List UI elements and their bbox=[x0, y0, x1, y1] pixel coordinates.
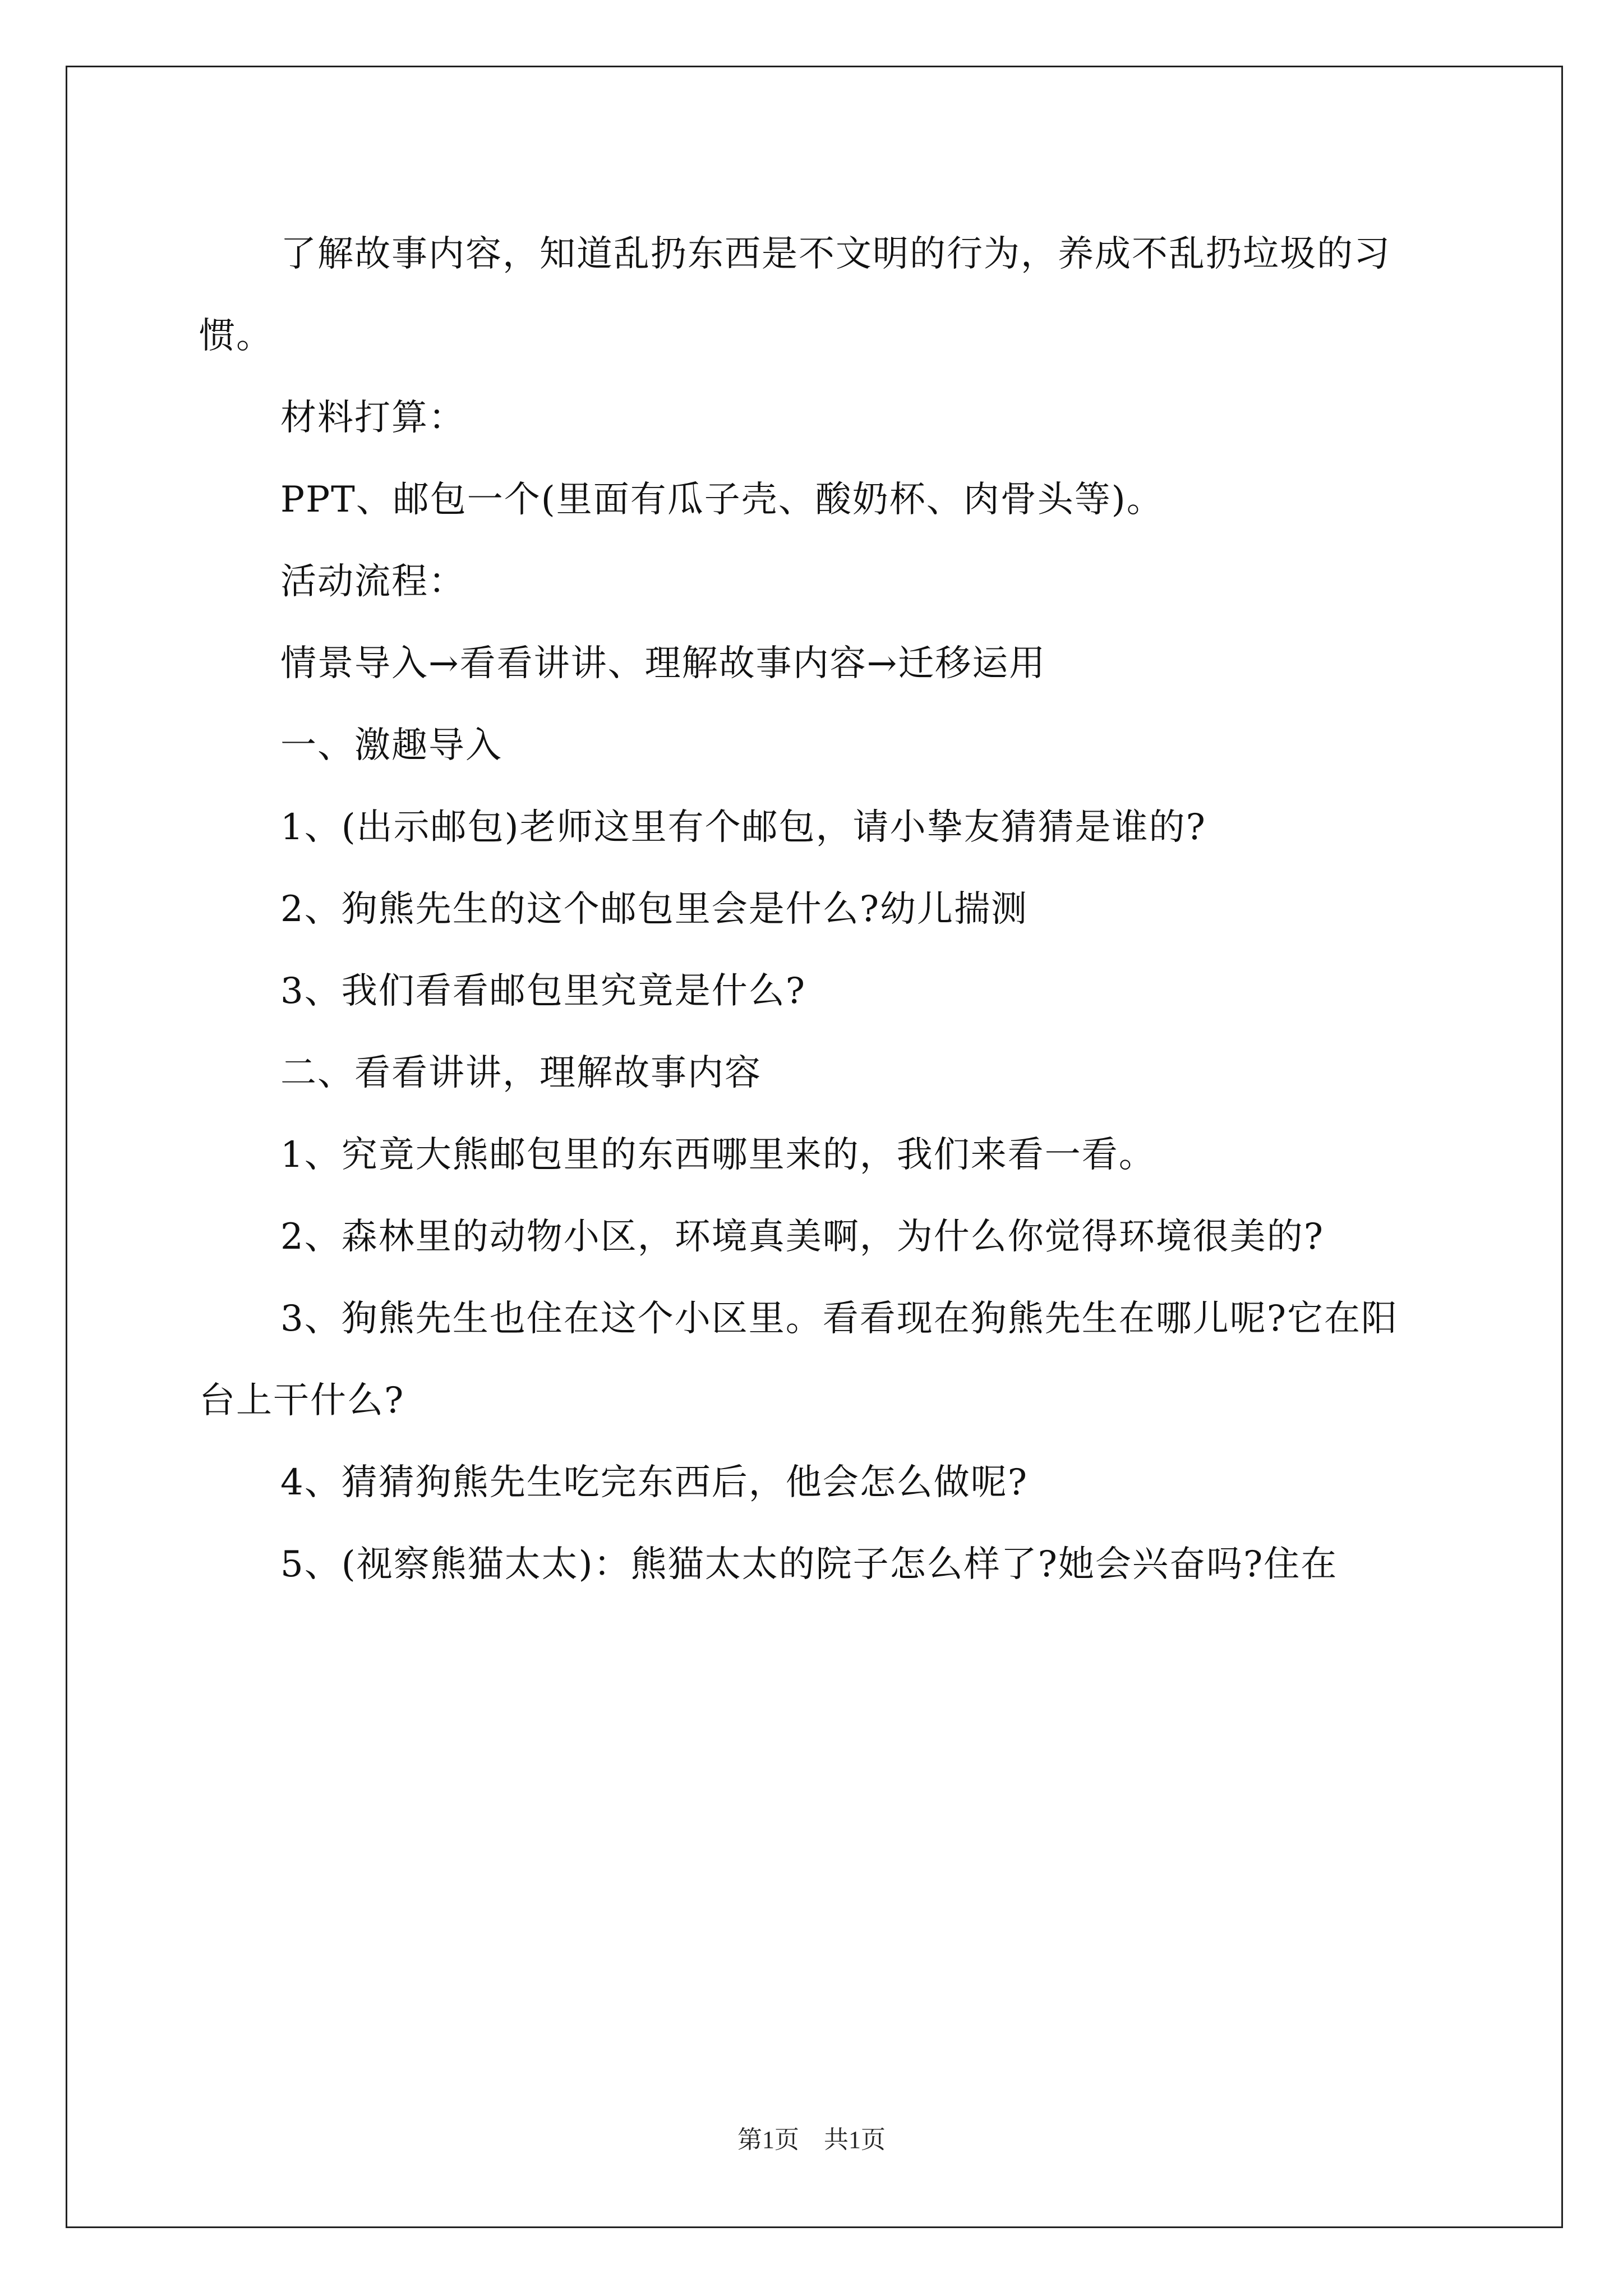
section-heading-1: 一、激趣导入 bbox=[280, 725, 502, 766]
list-item: 3、我们看看邮包里究竟是什么? bbox=[280, 970, 806, 1012]
list-item: 5、(视察熊猫太太)：熊猫太太的院子怎么样了?她会兴奋吗?住在 bbox=[280, 1544, 1338, 1585]
section-heading-2: 二、看看讲讲，理解故事内容 bbox=[280, 1052, 762, 1094]
list-item: 3、狗熊先生也住在这个小区里。看看现在狗熊先生在哪儿呢?它在阳台上干什么? bbox=[199, 1298, 1399, 1421]
list-item: 4、猜猜狗熊先生吃完东西后，他会怎么做呢? bbox=[280, 1462, 1029, 1503]
paragraph-materials: PPT、邮包一个(里面有瓜子壳、酸奶杯、肉骨头等)。 bbox=[280, 479, 1164, 521]
list-item: 1、(出示邮包)老师这里有个邮包，请小挚友猜猜是谁的? bbox=[280, 807, 1206, 848]
paragraph-process-flow: 情景导入→看看讲讲、理解故事内容→迁移运用 bbox=[280, 643, 1046, 684]
paragraph-materials-heading: 材料打算： bbox=[280, 397, 465, 439]
list-item: 2、森林里的动物小区，环境真美啊，为什么你觉得环境很美的? bbox=[280, 1216, 1325, 1258]
page-footer: 第1页 共1页 bbox=[737, 2126, 886, 2154]
list-item: 2、狗熊先生的这个邮包里会是什么?幼儿揣测 bbox=[280, 889, 1029, 930]
document-body bbox=[199, 213, 1427, 1605]
paragraph-process-heading: 活动流程： bbox=[280, 561, 465, 602]
paragraph-goal: 了解故事内容，知道乱扔东西是不文明的行为，养成不乱扔垃圾的习惯。 bbox=[199, 233, 1391, 357]
list-item: 1、究竟大熊邮包里的东西哪里来的，我们来看一看。 bbox=[280, 1134, 1156, 1176]
